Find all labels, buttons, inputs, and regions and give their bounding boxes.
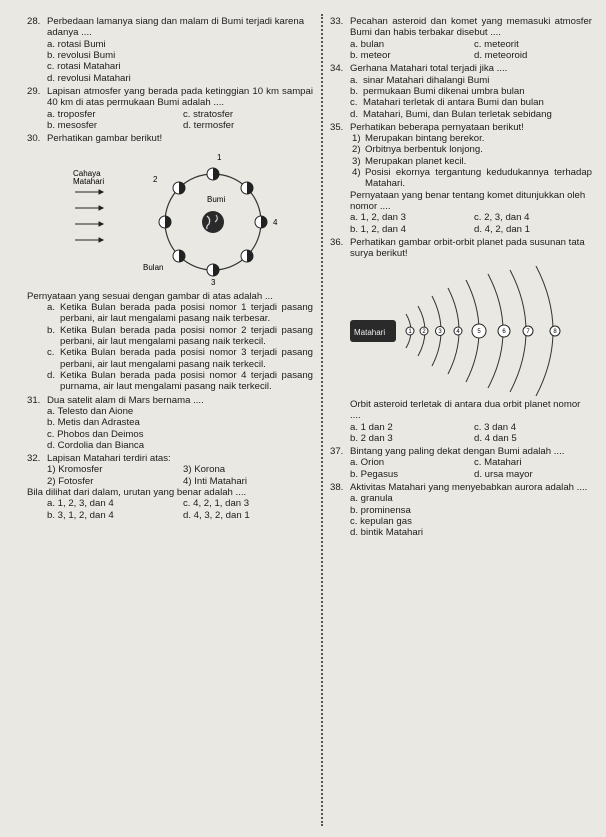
column-divider [321,14,323,826]
option-b[interactable]: b. revolusi Bumi [47,49,116,61]
svg-text:8: 8 [553,328,557,335]
tide-diagram-svg [71,146,301,286]
question-number: 33. [330,16,344,27]
question-stem-2: Pernyataan yang sesuai dengan gambar di atas adalah ... [27,290,273,302]
option-d[interactable]: d. termosfer [183,119,235,131]
option-c[interactable]: c. Phobos dan Deimos [47,428,144,440]
question-number: 28. [27,16,41,27]
solar-system-diagram [348,266,592,399]
option-a[interactable]: a. Orion [350,457,385,469]
option-a[interactable]: a. bulan [350,38,385,50]
option-c[interactable]: c. kepulan gas [350,516,412,527]
option-a[interactable]: a. rotasi Bumi [47,38,106,50]
question-stem: Lapisan atmosfer yang berada pada ketinggian 10 km sampai 40 km di atas permukaan Bumi adalah .... [47,85,313,109]
question-35 [330,122,592,235]
option-b[interactable]: b. prominensa [350,504,411,516]
sunlight-label-1: Cahaya [73,169,101,179]
question-stem: Aktivitas Matahari yang menyebabkan aurora adalah .... [350,482,588,494]
solar-system-svg [348,266,580,396]
position-2: 2 [153,175,158,185]
question-stem: Dua satelit alam di Mars bernama .... [47,394,204,406]
option-d[interactable]: d. 4, 2, dan 1 [474,223,531,235]
svg-text:1: 1 [408,328,412,335]
svg-text:4: 4 [456,328,460,335]
statement-4: 4) Posisi ekornya tergantung kedudukannya terhadap Matahari. [352,167,592,190]
option-d[interactable]: d. ursa mayor [474,468,533,480]
option-d[interactable]: d. Cordolia dan Bianca [47,439,145,451]
option-d[interactable]: d. meteoroid [474,49,528,61]
option-b[interactable]: b. Pegasus [350,468,399,480]
question-38 [330,482,592,539]
question-stem: Perhatikan beberapa pernyataan berikut! [350,121,524,133]
option-c[interactable]: c. meteorit [474,38,519,50]
sun-label: Matahari [354,327,386,337]
question-number: 35. [330,121,344,133]
option-b[interactable]: b. meteor [350,49,391,61]
planets [406,324,560,338]
option-c[interactable]: c. rotasi Matahari [47,61,121,73]
svg-text:5: 5 [477,328,481,335]
svg-text:6: 6 [502,328,506,335]
option-d[interactable]: d. 4 dan 5 [474,432,517,444]
question-stem: Pecahan asteroid dan komet yang memasuki atmosfer Bumi dan habis terbakar disebut .... [350,16,592,39]
question-number: 37. [330,446,344,458]
question-28 [27,16,313,84]
question-stem: Perhatikan gambar berikut! [47,133,163,145]
question-stem: Lapisan Matahari terdiri atas: [47,453,171,465]
option-a[interactable]: a. 1, 2, 3, dan 4 [47,498,114,510]
question-37 [330,446,592,480]
question-30 [27,133,313,392]
tide-diagram [71,146,313,289]
question-stem: Perhatikan gambar orbit-orbit planet pada susunan tata surya berikut! [350,236,585,260]
statement-1: 1) Merupakan bintang berekor. [352,133,485,145]
layer-item-2: 2) Fotosfer [47,475,94,487]
option-d[interactable]: d. Matahari, Bumi, dan Bulan terletak sebidang [350,108,552,120]
option-d[interactable]: d. Ketika Bulan berada pada posisi nomor 4 terjadi pasang purnama, air laut mengalami pasang naik terkecil. [47,369,313,393]
svg-text:3: 3 [438,328,442,335]
option-b[interactable]: b. Metis dan Adrastea [47,417,140,429]
option-c[interactable]: c. 3 dan 4 [474,421,517,433]
option-a[interactable]: a. Telesto dan Aione [47,405,134,417]
option-a[interactable]: a. granula [350,493,393,505]
option-a[interactable]: a. sinar Matahari dihalangi Bumi [350,74,490,86]
option-d[interactable]: d. revolusi Matahari [47,72,131,84]
question-33 [330,16,592,61]
earth [202,211,224,233]
layer-item-3: 3) Korona [183,464,226,476]
question-32 [27,453,313,521]
option-b[interactable]: b. 1, 2, dan 4 [350,223,407,235]
question-number: 38. [330,482,344,494]
question-number: 31. [27,394,41,406]
moon-label: Bulan [143,263,164,273]
option-c[interactable]: c. Ketika Bulan berada pada posisi nomor 3 terjadi pasang perbani, air laut mengalami pasang naik terkecil. [47,347,313,370]
svg-text:2: 2 [422,328,426,335]
question-number: 30. [27,133,41,145]
question-number: 36. [330,236,344,248]
option-c[interactable]: c. 2, 3, dan 4 [474,212,530,224]
statement-3: 3) Merupakan planet kecil. [352,155,467,167]
sunlight-rays [75,190,103,242]
option-d[interactable]: d. bintik Matahari [350,527,424,539]
sunlight-label-2: Matahari [73,177,105,187]
position-4: 4 [273,218,278,228]
question-36 [330,237,592,444]
question-34 [330,63,592,120]
option-c[interactable]: c. Matahari terletak di antara Bumi dan bulan [350,97,544,109]
question-stem-2: Bila dilihat dari dalam, urutan yang benar adalah .... [27,487,247,499]
option-a[interactable]: a. Ketika Bulan berada pada posisi nomor 1 terjadi pasang perbani, air laut mengalami pasang naik terbesar. [47,302,313,325]
option-b[interactable]: b. Ketika Bulan berada pada posisi nomor 2 terjadi pasang perbani, air laut mengalami pasang naik terkecil. [47,324,313,347]
layer-item-1: 1) Kromosfer [47,464,103,476]
question-number: 34. [330,63,344,75]
option-b[interactable]: b. 2 dan 3 [350,432,393,444]
option-b[interactable]: b. permukaan Bumi dikenai umbra bulan [350,85,525,97]
layer-item-4: 4) Inti Matahari [183,475,247,487]
position-1: 1 [217,153,222,163]
question-stem: Gerhana Matahari total terjadi jika .... [350,63,508,75]
statement-2: 2) Orbitnya berbentuk lonjong. [352,144,483,156]
question-number: 32. [27,453,41,465]
option-a[interactable]: a. troposfer [47,108,96,120]
earth-label: Bumi [207,195,226,205]
option-a[interactable]: a. 1 dan 2 [350,421,393,433]
question-stem-2: Pernyataan yang benar tentang komet ditunjukkan oleh nomor .... [350,189,586,212]
svg-text:7: 7 [526,328,530,335]
option-c[interactable]: c. stratosfer [183,108,234,120]
left-column [27,16,313,523]
question-29 [27,86,313,131]
option-c[interactable]: c. 4, 2, 1, dan 3 [183,498,250,510]
option-d[interactable]: d. 4, 3, 2, dan 1 [183,509,250,521]
question-stem: Perbedaan lamanya siang dan malam di Bumi terjadi karena adanya .... [47,16,305,39]
question-stem-2: Orbit asteroid terletak di antara dua orbit planet nomor .... [350,398,581,422]
option-b[interactable]: b. 3, 1, 2, dan 4 [47,509,114,521]
option-b[interactable]: b. mesosfer [47,119,98,131]
question-number: 29. [27,85,41,97]
position-3: 3 [211,278,216,287]
right-column [330,16,592,541]
question-stem: Bintang yang paling dekat dengan Bumi adalah .... [350,446,565,458]
option-a[interactable]: a. 1, 2, dan 3 [350,212,407,224]
question-31 [27,395,313,452]
option-c[interactable]: c. Matahari [474,457,522,469]
